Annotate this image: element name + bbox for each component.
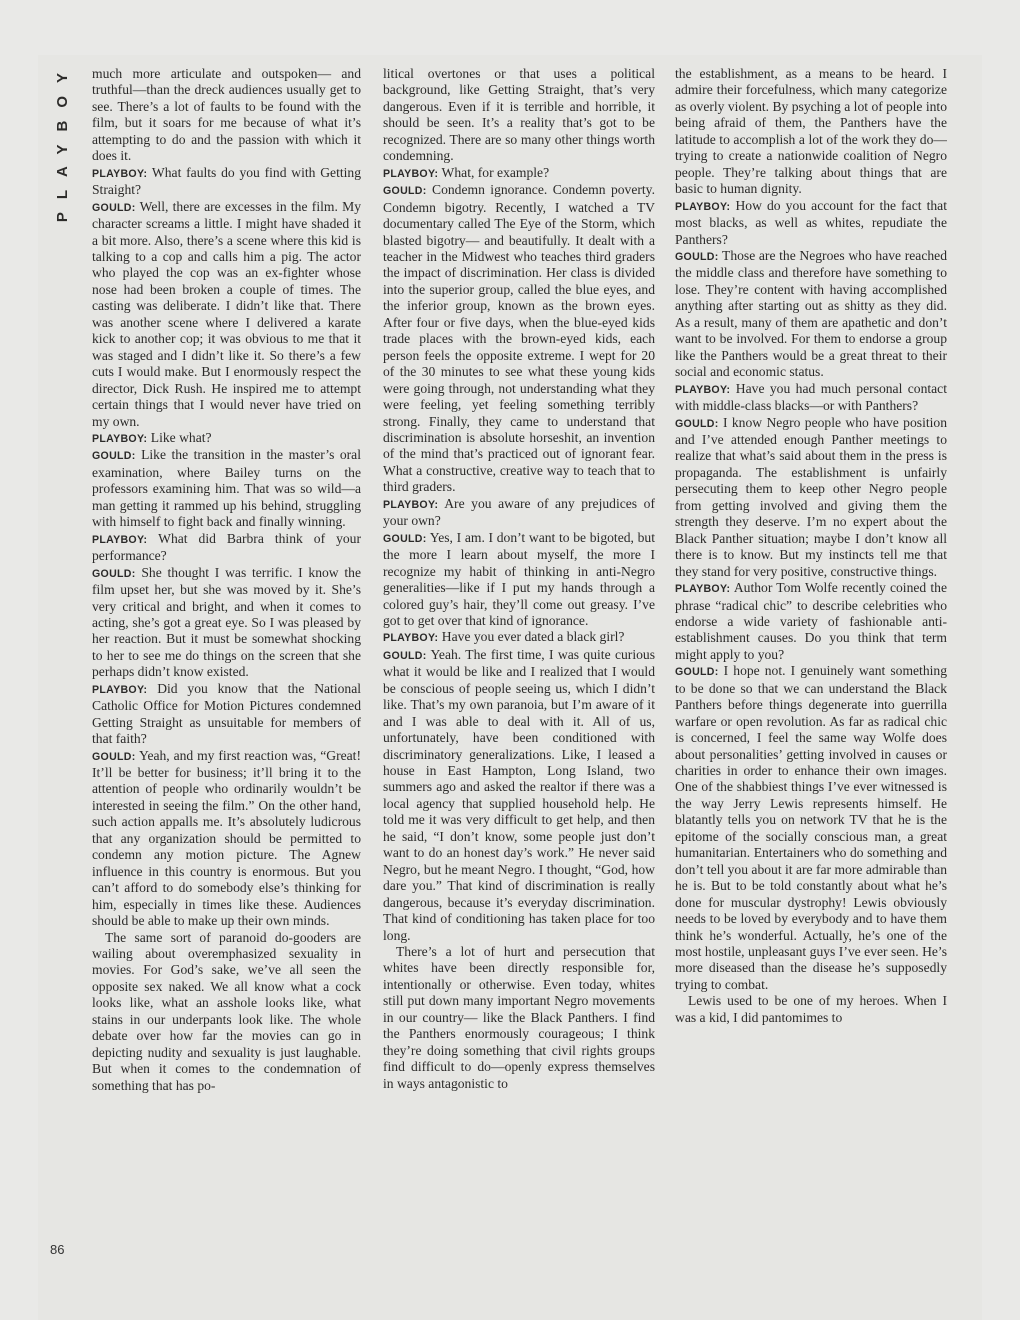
speaker-label: PLAYBOY: bbox=[92, 683, 148, 696]
interview-paragraph bbox=[92, 165, 361, 199]
speaker-label: GOULD: bbox=[675, 250, 719, 263]
body-paragraph bbox=[92, 66, 361, 165]
speaker-label: GOULD: bbox=[92, 201, 136, 214]
speaker-label: PLAYBOY: bbox=[675, 383, 731, 396]
paragraph-text: Those are the Negroes who have reached the middle class and therefore have something to lose. They’re content with having accomplished anything after starting out as shitty as they did. As a result, many of them are apathetic and don’t want to be involved. For them to endorse a group like the Panthers would be a great threat to their social and economic status. bbox=[675, 247, 947, 380]
paragraph-text: Well, there are excesses in the film. My character screams a little. I might have shaded it a bit more. Also, there’s a scene where this kid is talking to a cop and calls him a pig. The actor who played the cop was an ex-fighter whose nose had been broken a couple of times. The casting was deliberate. I didn’t like that. There was another scene where I delivered a karate kick to another cop; it was obvious to me that it was staged and I didn’t like it. So there’s a few cuts I would make. But I enormously respect the director, Dick Rush. He inspired me to attempt certain things that I would never have tried on my own. bbox=[92, 198, 361, 429]
paragraph-text: There’s a lot of hurt and persecution that whites have been directly responsible for, intentionally or otherwise. Even today, whites still put down many important Negro movements in our country— like the Black Panthers. I find the Panthers enormously courageous; I think they’re doing something that civil rights groups find difficult to do—openly express themselves in ways antagonistic to bbox=[383, 944, 655, 1091]
speaker-label: GOULD: bbox=[383, 532, 427, 545]
paragraph-text: I hope not. I genuinely want something to be done so that we can understand the Black Panthers before things degenerate into guerrilla warfare or open revolution. As far as radical chic is concerned, I feel the same way Wolfe does about personalities’ getting involved in causes or charities in order to enhance their own images. One of the shabbiest things I’ve ever witnessed is the way Jerry Lewis represents himself. He blatantly tells you on network TV that he is the epitome of the socially conscious man, a great humanitarian. Entertainers who do something and don’t tell you about it are far more admirable than he is. But to be told constantly about what he’s done for muscular dystrophy! Lewis obviously needs to be loved by everybody and to have them think he’s wonderful. Actually, he’s one of the most hostile, unpleasant guys I’ve ever seen. He’s more diseased than the disease he’s supposedly trying to combat. bbox=[675, 663, 947, 992]
page-number: 86 bbox=[50, 1242, 65, 1257]
paragraph-text: What did Barbra think of your performance? bbox=[92, 530, 361, 564]
interview-paragraph bbox=[675, 580, 947, 663]
paragraph-text: Have you ever dated a black girl? bbox=[441, 629, 625, 645]
speaker-label: GOULD: bbox=[675, 417, 719, 430]
interview-paragraph bbox=[383, 182, 655, 496]
magazine-name-vertical: PLAYBOY bbox=[54, 60, 71, 223]
interview-paragraph bbox=[92, 565, 361, 681]
speaker-label: GOULD: bbox=[92, 450, 136, 463]
text-column-1 bbox=[92, 66, 361, 1266]
body-paragraph bbox=[383, 944, 655, 1092]
paragraph-text: much more articulate and outspoken— and truthful—than the dreck audiences usually get to see. There’s a lot of faults to be found with the film, but it soars for me because of what it’s attempting to do and the passion with which it does it. bbox=[92, 66, 361, 164]
interview-paragraph bbox=[92, 531, 361, 565]
interview-paragraph bbox=[675, 198, 947, 248]
interview-paragraph bbox=[675, 415, 947, 581]
interview-paragraph bbox=[92, 199, 361, 430]
paragraph-text: Are you aware of any prejudices of your own? bbox=[383, 495, 655, 529]
interview-paragraph bbox=[383, 629, 655, 646]
speaker-label: PLAYBOY: bbox=[92, 167, 148, 180]
interview-paragraph bbox=[675, 381, 947, 415]
paragraph-text: Like the transition in the master’s oral examination, where Bailey turns on the professors examining him. That was so wild—a man getting it rammed up his behind, struggling with himself to fight back and finally winning. bbox=[92, 447, 361, 530]
speaker-label: GOULD: bbox=[383, 185, 427, 198]
paragraph-text: Yes, I am. I don’t want to be bigoted, but the more I learn about myself, the more I recognize my habit of thinking in anti-Negro generalities—like if I put my hands through a colored guy’s hair, they’ll come out greasy. I’ve got to get over that kind of ignorance. bbox=[383, 529, 655, 628]
interview-paragraph bbox=[92, 430, 361, 447]
interview-paragraph bbox=[383, 165, 655, 182]
paragraph-text: How do you account for the fact that most blacks, as well as whites, repudiate the Panthers? bbox=[675, 197, 947, 247]
interview-paragraph bbox=[92, 447, 361, 530]
body-paragraph bbox=[675, 66, 947, 198]
body-paragraph bbox=[675, 993, 947, 1026]
paragraph-text: Have you had much personal contact with middle-class blacks—or with Panthers? bbox=[675, 380, 947, 414]
paragraph-text: Lewis used to be one of my heroes. When I was a kid, I did pantomimes to bbox=[675, 993, 947, 1025]
paragraph-text: What, for example? bbox=[441, 164, 550, 180]
paragraph-text: I know Negro people who have position and I’ve attended enough Panther meetings to realize that what’s said about them in the press is propaganda. The establishment is unfairly persecuting them to keep other Negro people from getting involved and giving them the strength they deserve. I’m no expert about the Black Panther situation; maybe I don’t know all there is to know. But my instincts tell me that they stand for very positive, constructive things. bbox=[675, 414, 947, 579]
paragraph-text: the establishment, as a means to be heard. I admire their forcefulness, which many categorize as overly violent. By psyching a lot of people into being afraid of them, the Panthers have the latitude to accomplish a lot of the work they do—trying to create a nationwide coalition of Negro people. They’re talking about things that are basic to human dignity. bbox=[675, 66, 947, 197]
speaker-label: GOULD: bbox=[675, 666, 719, 679]
speaker-label: PLAYBOY: bbox=[92, 432, 148, 445]
body-paragraph bbox=[383, 66, 655, 165]
speaker-label: GOULD: bbox=[383, 649, 427, 662]
interview-paragraph bbox=[92, 681, 361, 748]
speaker-label: GOULD: bbox=[92, 567, 136, 580]
paragraph-text: What faults do you find with Getting Straight? bbox=[92, 164, 361, 198]
interview-paragraph bbox=[383, 647, 655, 944]
interview-paragraph bbox=[675, 248, 947, 381]
speaker-label: PLAYBOY: bbox=[383, 498, 439, 511]
interview-paragraph bbox=[383, 496, 655, 530]
paragraph-text: Like what? bbox=[150, 429, 212, 445]
text-column-3 bbox=[675, 66, 947, 1266]
speaker-label: PLAYBOY: bbox=[383, 167, 439, 180]
paragraph-text: Yeah, and my first reaction was, “Great! It’ll be better for business; it’ll bring it to the attention of people who ordinarily wouldn’t be interested in seeing the film.” On the other hand, such action appalls me. It’s absolutely ludicrous that any organization should be permitted to condemn any motion picture. The Agnew influence in this country is enormous. But you can’t afford to do somebody else’s thinking for him, especially in times like these. Audiences should be able to make up their own minds. bbox=[92, 747, 361, 929]
speaker-label: PLAYBOY: bbox=[92, 533, 148, 546]
paragraph-text: litical overtones or that uses a political background, like Getting Straight, that’s very dangerous. Even if it is terrible and horrible, it should be seen. It’s a reality that’s got to be recognized. There are so many other things worth condemning. bbox=[383, 66, 655, 164]
paragraph-text: Author Tom Wolfe recently coined the phrase “radical chic” to describe celebrities who endorse a wide variety of fashionable anti-establishment causes. Do you think that term might apply to you? bbox=[675, 580, 947, 662]
paragraph-text: Yeah. The first time, I was quite curious what it would be like and I realized that I would be conscious of people seeing us, which I didn’t like. That’s my own paranoia, but I’m aware of it and I was able to deal with it. All of us, unfortunately, have been conditioned with discriminatory generalizations. Like, I leased a house in East Hampton, Long Island, two summers ago and asked the realtor if there was a local agency that supplied household help. He told me it was very difficult to get help, and then he said, “I don’t know, some people just don’t want to do an honest day’s work.” He never said Negro, but he meant Negro. I thought, “God, how dare you.” That kind of discrimination is really dangerous, because it’s everyday discrimination. That kind of conditioning has taken place for too long. bbox=[383, 646, 655, 943]
paragraph-text: She thought I was terrific. I know the film upset her, but she was moved by it. She’s very critical and bright, and when it comes to acting, she’s got a great eye. So I was pleased by her reaction. But it must be somewhat shocking to her to see me do things on the screen that she perhaps didn’t know existed. bbox=[92, 564, 361, 680]
body-paragraph bbox=[92, 930, 361, 1095]
speaker-label: PLAYBOY: bbox=[675, 200, 731, 213]
interview-paragraph bbox=[675, 663, 947, 993]
text-column-2 bbox=[383, 66, 655, 1266]
paragraph-text: Did you know that the National Catholic Office for Motion Pictures condemned Getting Straight as unsuitable for members of that faith? bbox=[92, 680, 361, 747]
speaker-label: PLAYBOY: bbox=[675, 583, 731, 596]
speaker-label: GOULD: bbox=[92, 750, 136, 763]
speaker-label: PLAYBOY: bbox=[383, 632, 439, 645]
paragraph-text: Condemn ignorance. Condemn poverty. Condemn bigotry. Recently, I watched a TV documentary called The Eye of the Storm, which blasted bigotry— and beautifully. It dealt with a teacher in the Midwest who teaches third graders the impact of discrimination. Her class is divided into the superior group, called the blue eyes, and the inferior group, known as the brown eyes. After four or five days, when the blue-eyed kids trade places with the brown-eyed kids, each person feels the opposite extreme. I wept for 20 of the 30 minutes to see what these young kids were going through, not understanding what they were feeling, yet feeling something terribly strong. Finally, they came to understand that discrimination is absolute horseshit, an invention of the mind that’s practiced out of ignorant fear. What a constructive, creative way to teach that to third graders. bbox=[383, 182, 655, 495]
paragraph-text: The same sort of paranoid do-gooders are wailing about overemphasized sexuality in movies. For God’s sake, we’ve all seen the opposite sex naked. We all know what a cock looks like, what an asshole looks like, what stains in our underpants look like. The whole debate over how far the movies can go in depicting nudity and sexuality is just laughable. But when it comes to the condemnation of something that has po- bbox=[92, 929, 361, 1093]
interview-paragraph bbox=[383, 530, 655, 630]
interview-paragraph bbox=[92, 748, 361, 930]
